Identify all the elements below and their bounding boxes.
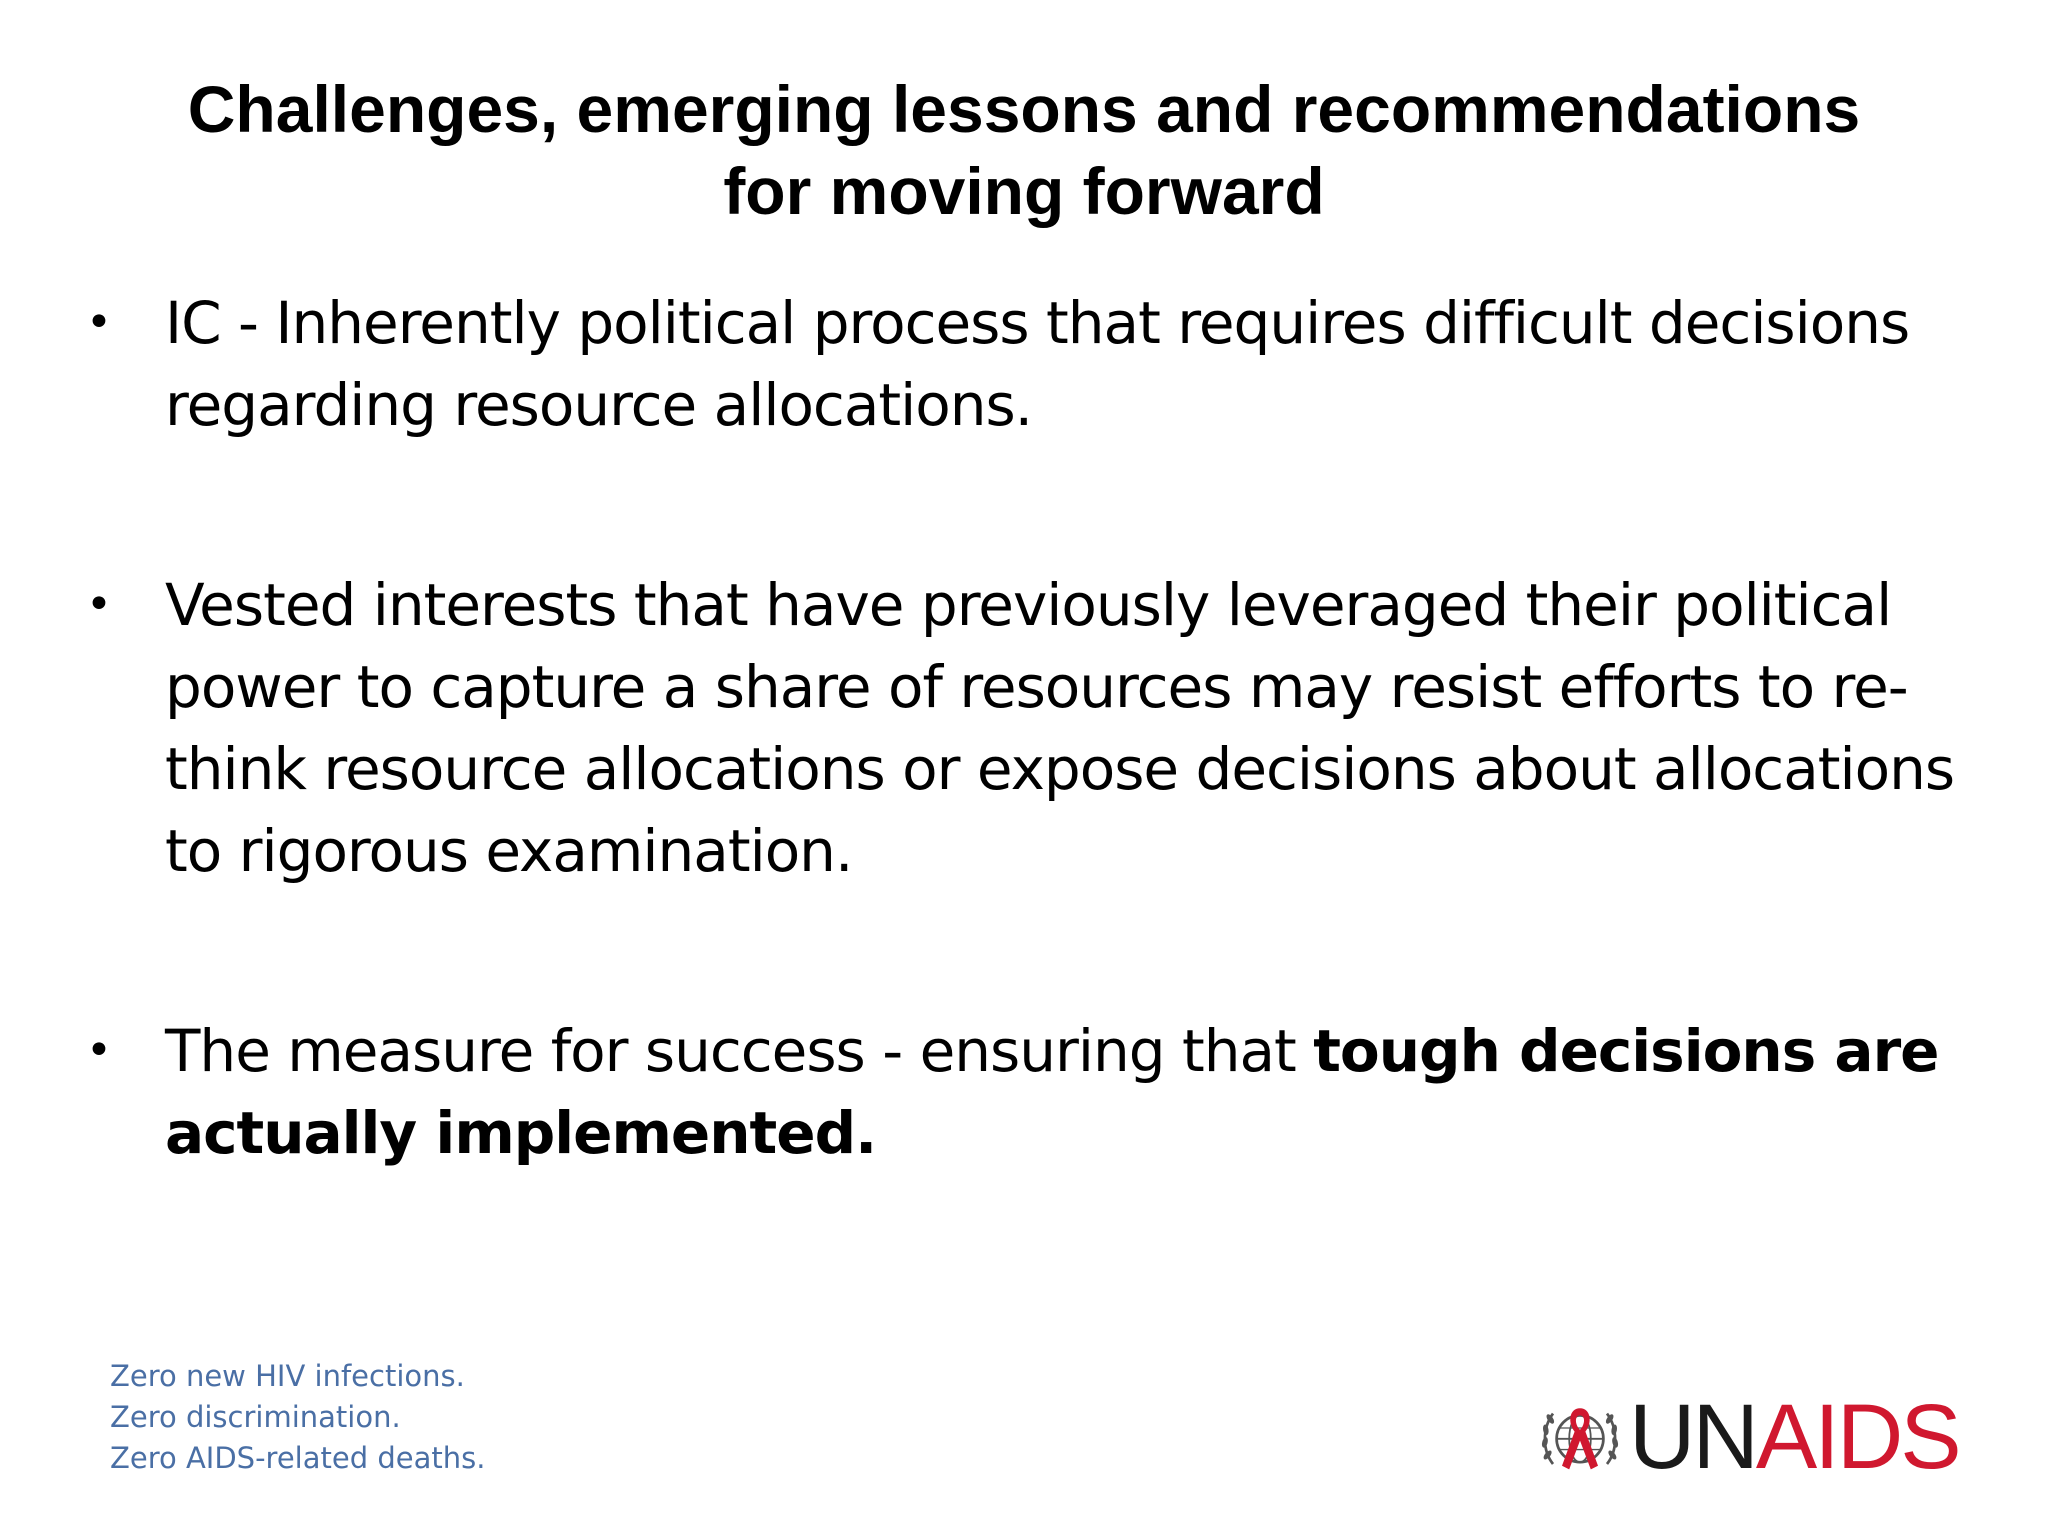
tagline-line: Zero AIDS-related deaths. <box>110 1441 486 1475</box>
tagline-line: Zero discrimination. <box>110 1400 401 1434</box>
slide-title <box>0 68 2048 232</box>
bullet-item <box>80 282 1980 446</box>
unaids-logo <box>1535 1382 1959 1492</box>
logo-text-un: UN <box>1629 1386 1756 1488</box>
logo-text-aids: AIDS <box>1755 1386 1959 1488</box>
bullet-item <box>80 564 1980 892</box>
bullet-icon: • <box>86 297 111 348</box>
bullet-text: Vested interests that have previously leveraged their political power to capture a share of resources may resist efforts to re-think resource allocations or expose decisions about allocations to rigorous examination. <box>165 571 1955 885</box>
bullet-icon: • <box>86 1025 111 1076</box>
bullet-text-emphasis: tough decisions are actually implemented. <box>165 1017 1939 1167</box>
footer-tagline <box>110 1356 485 1479</box>
bullet-text: The measure for success - ensuring that <box>165 1017 1314 1085</box>
un-emblem-ribbon-icon <box>1535 1392 1625 1482</box>
bullet-list <box>80 282 1980 1174</box>
title-line-1: Challenges, emerging lessons and recommendations <box>187 72 1861 146</box>
bullet-icon: • <box>86 579 111 630</box>
bullet-text: IC - Inherently political process that requires difficult decisions regarding resource allocations. <box>165 289 1910 439</box>
logo-wordmark <box>1629 1382 1959 1492</box>
title-line-2: for moving forward <box>723 154 1325 228</box>
tagline-line: Zero new HIV infections. <box>110 1359 465 1393</box>
bullet-item <box>80 1010 1980 1174</box>
